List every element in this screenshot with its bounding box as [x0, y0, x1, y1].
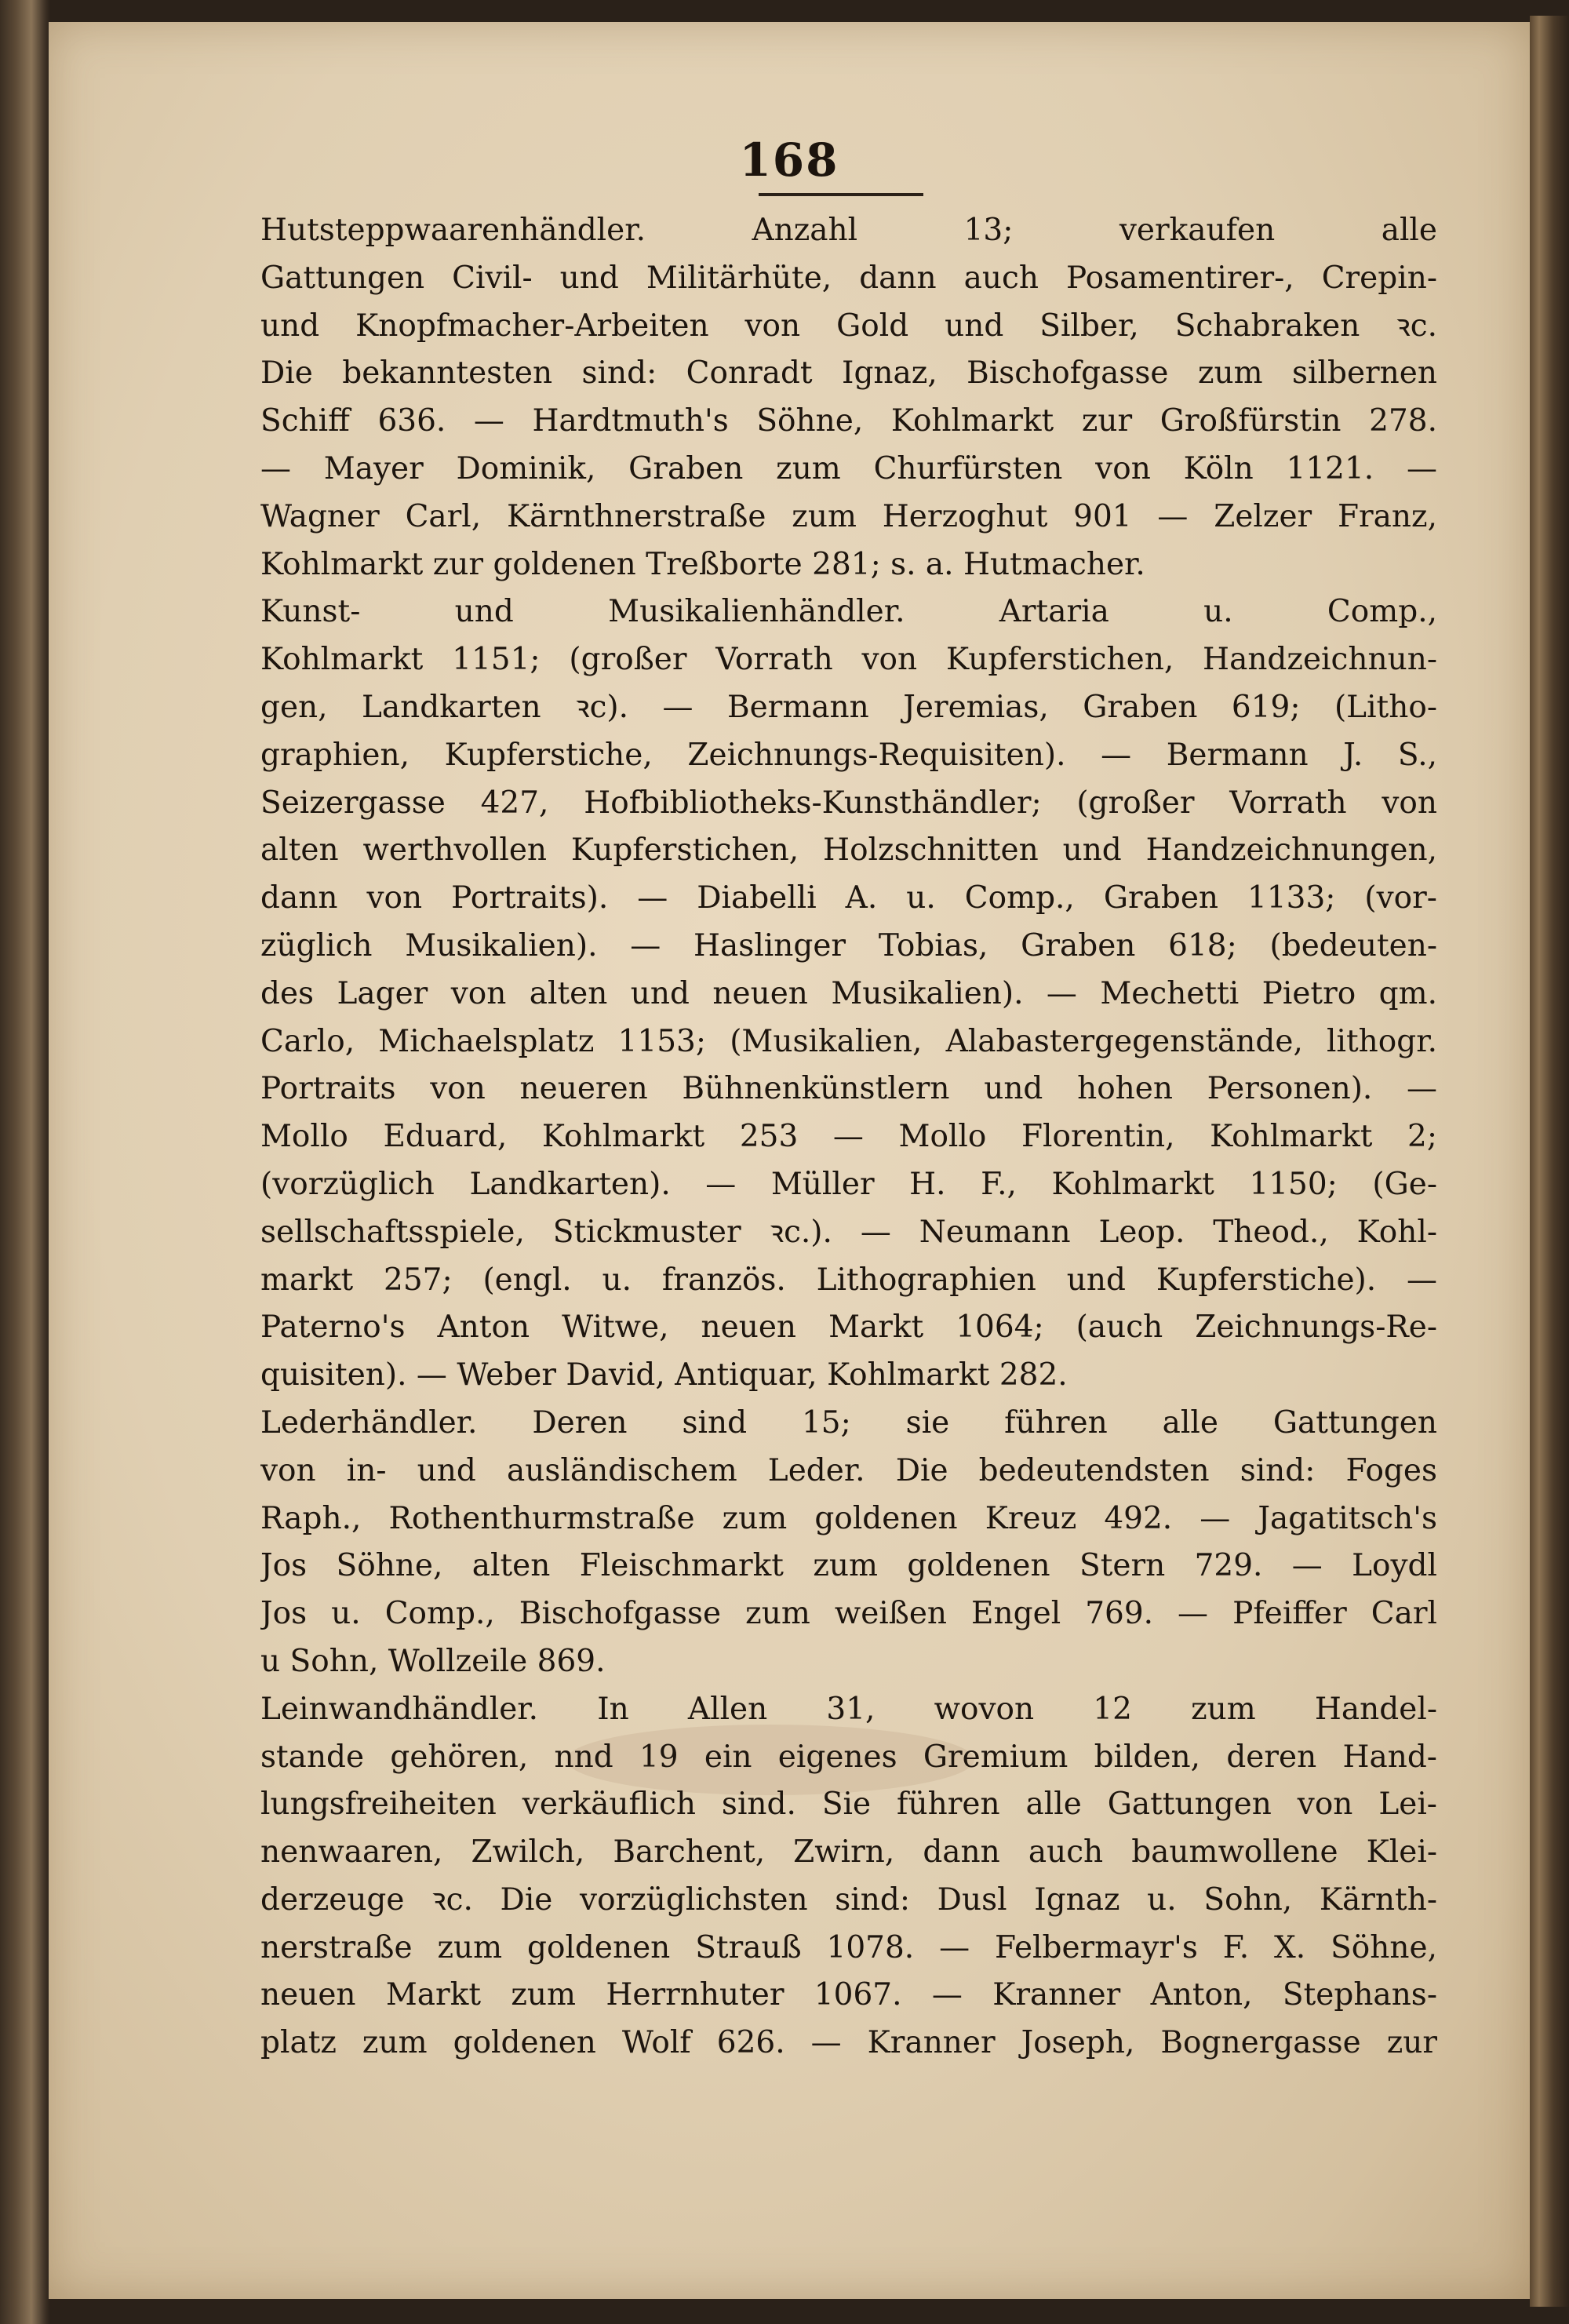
text-line: — Mayer Dominik, Graben zum Churfürsten von Köln 1121. — [260, 450, 1437, 486]
text-line: graphien, Kupferstiche, Zeichnungs-Requisiten). — Bermann J. S., [260, 737, 1437, 773]
text-line: Mollo Eduard, Kohlmarkt 253 — Mollo Florentin, Kohlmarkt 2; [260, 1119, 1437, 1155]
text-line: derzeuge ꝛc. Die vorzüglichsten sind: Dusl Ignaz u. Sohn, Kärnth- [260, 1881, 1437, 1918]
text-line: Portraits von neueren Bühnenkünstlern und hohen Personen). — [260, 1071, 1437, 1107]
text-line: Wagner Carl, Kärnthnerstraße zum Herzoghut 901 — Zelzer Franz, [260, 498, 1437, 534]
text-line: Leinwandhändler. In Allen 31, wovon 12 zum Handel- [260, 1691, 1437, 1727]
text-line: und Knopfmacher-Arbeiten von Gold und Silber, Schabraken ꝛc. [260, 308, 1437, 344]
text-line: u Sohn, Wollzeile 869. [260, 1643, 606, 1679]
text-line: platz zum goldenen Wolf 626. — Kranner Joseph, Bognergasse zur [260, 2025, 1437, 2061]
text-line: lungsfreiheiten verkäuflich sind. Sie führen alle Gattungen von Lei- [260, 1787, 1437, 1823]
text-line: Paterno's Anton Witwe, neuen Markt 1064; (auch Zeichnungs-Re- [260, 1310, 1437, 1346]
text-line: sellschaftsspiele, Stickmuster ꝛc.). — Neumann Leop. Theod., Kohl- [260, 1214, 1437, 1250]
text-line: Kohlmarkt 1151; (großer Vorrath von Kupferstichen, Handzeichnun- [260, 642, 1437, 678]
text-line: Die bekanntesten sind: Conradt Ignaz, Bischofgasse zum silbernen [260, 355, 1437, 392]
text-line: des Lager von alten und neuen Musikalien). — Mechetti Pietro qm. [260, 975, 1437, 1011]
text-line: markt 257; (engl. u. französ. Lithographien und Kupferstiche). — [260, 1262, 1437, 1298]
text-line: Jos Söhne, alten Fleischmarkt zum goldenen Stern 729. — Loydl [260, 1548, 1437, 1584]
text-line: nenwaaren, Zwilch, Barchent, Zwirn, dann auch baumwollene Klei- [260, 1834, 1437, 1870]
text-line: Gattungen Civil- und Militärhüte, dann auch Posamentirer-, Crepin- [260, 260, 1437, 296]
text-line: züglich Musikalien). — Haslinger Tobias, Graben 618; (bedeuten- [260, 927, 1437, 963]
text-line: neuen Markt zum Herrnhuter 1067. — Kranner Anton, Stephans- [260, 1977, 1437, 2013]
page-number: 168 [739, 133, 839, 187]
text-line: Seizergasse 427, Hofbibliotheks-Kunsthändler; (großer Vorrath von [260, 785, 1437, 821]
text-line: alten werthvollen Kupferstichen, Holzschnitten und Handzeichnungen, [260, 832, 1437, 869]
page-body [260, 207, 1437, 2067]
page-number-rule [759, 193, 923, 196]
book-page [49, 22, 1530, 2299]
text-line: dann von Portraits). — Diabelli A. u. Comp., Graben 1133; (vor- [260, 880, 1437, 916]
text-line: (vorzüglich Landkarten). — Müller H. F., Kohlmarkt 1150; (Ge- [260, 1166, 1437, 1202]
text-line: von in- und ausländischem Leder. Die bedeutendsten sind: Foges [260, 1452, 1437, 1488]
text-line: Jos u. Comp., Bischofgasse zum weißen Engel 769. — Pfeiffer Carl [260, 1596, 1437, 1632]
text-line: quisiten). — Weber David, Antiquar, Kohlmarkt 282. [260, 1357, 1068, 1393]
text-line: stande gehören, nnd 19 ein eigenes Gremium bilden, deren Hand- [260, 1739, 1437, 1775]
text-line: nerstraße zum goldenen Strauß 1078. — Felbermayr's F. X. Söhne, [260, 1929, 1437, 1965]
page-edge [1530, 16, 1569, 2307]
text-line: Carlo, Michaelsplatz 1153; (Musikalien, Alabastergegenstände, lithogr. [260, 1023, 1437, 1059]
text-line: Kohlmarkt zur goldenen Treßborte 281; s. a. Hutmacher. [260, 546, 1145, 582]
text-line: Raph., Rothenthurmstraße zum goldenen Kreuz 492. — Jagatitsch's [260, 1500, 1437, 1536]
text-line: Lederhändler. Deren sind 15; sie führen alle Gattungen [260, 1404, 1437, 1441]
text-line: Kunst- und Musikalienhändler. Artaria u. Comp., [260, 594, 1437, 630]
text-line: Hutsteppwaarenhändler. Anzahl 13; verkaufen alle [260, 213, 1437, 248]
text-line: gen, Landkarten ꝛc). — Bermann Jeremias, Graben 619; (Litho- [260, 689, 1437, 725]
text-line: Schiff 636. — Hardtmuth's Söhne, Kohlmarkt zur Großfürstin 278. [260, 403, 1437, 439]
